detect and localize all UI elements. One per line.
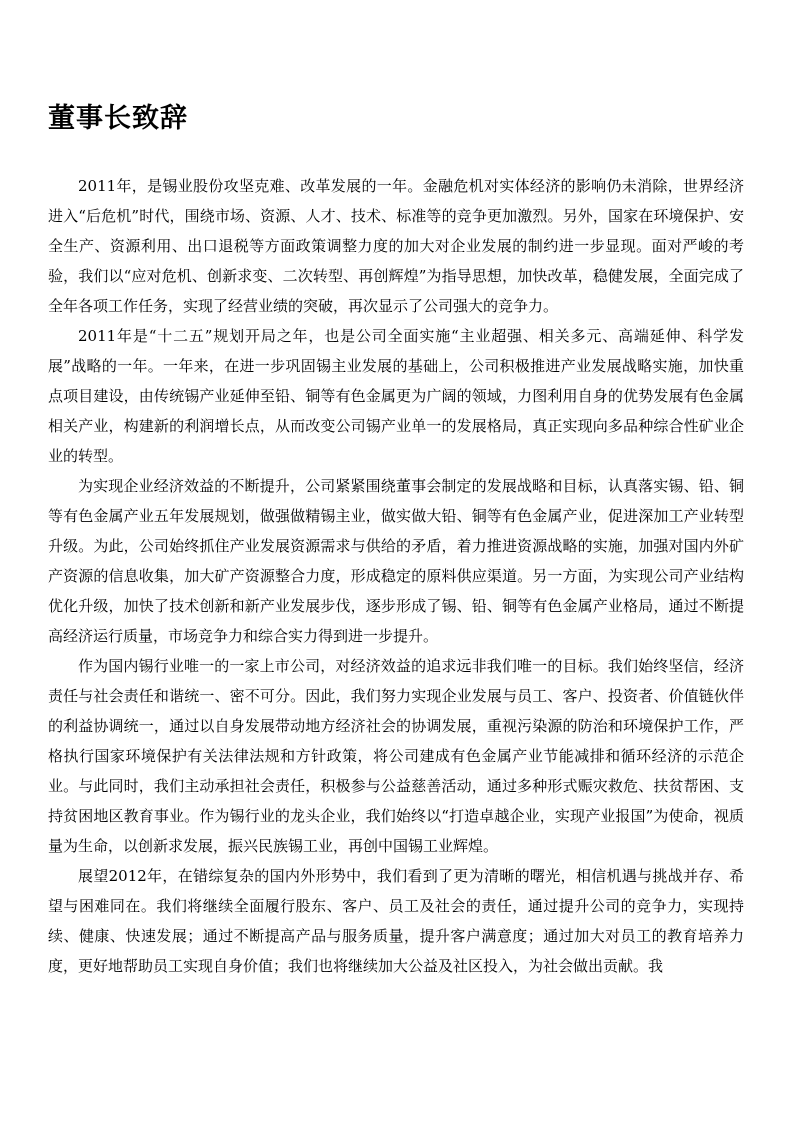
paragraph-4: 作为国内锡行业唯一的一家上市公司，对经济效益的追求远非我们唯一的目标。我们始终坚信，经济责任与社会责任和谐统一、密不可分。因此，我们努力实现企业发展与员工、客户、投资者、价值链伙伴的利益协调统一，通过以自身发展带动地方经济社会的协调发展，重视污染源的防治和环境保护工作，严格执行国家环境保护有关法律法规和方针政策，将公司建成有色金属产业节能减排和循环经济的示范企业。与此同时，我们主动承担社会责任，积极参与公益慈善活动，通过多种形式赈灾救危、扶贫帮困、支持贫困地区教育事业。作为锡行业的龙头企业，我们始终以“打造卓越企业，实现产业报国”为使命，视质量为生命，以创新求发展，振兴民族锡工业，再创中国锡工业辉煌。 [48,657,744,855]
paragraph-5: 展望2012年，在错综复杂的国内外形势中，我们看到了更为清晰的曙光，相信机遇与挑战并存、希望与困难同在。我们将继续全面履行股东、客户、员工及社会的责任，通过提升公司的竞争力，实现持续、健康、快速发展；通过不断提高产品与服务质量，提升客户满意度；通过加大对员工的教育培养力度，更好地帮助员工实现自身价值；我们也将继续加大公益及社区投入，为社会做出贡献。我 [48,867,744,975]
page-title: 董事长致辞 [48,103,188,134]
paragraph-3: 为实现企业经济效益的不断提升，公司紧紧围绕董事会制定的发展战略和目标，认真落实锡、铅、铜等有色金属产业五年发展规划，做强做精锡主业，做实做大铅、铜等有色金属产业，促进深加工产业转型升级。为此，公司始终抓住产业发展资源需求与供给的矛盾，着力推进资源战略的实施，加强对国内外矿产资源的信息收集，加大矿产资源整合力度，形成稳定的原料供应渠道。另一方面，为实现公司产业结构优化升级，加快了技术创新和新产业发展步伐，逐步形成了锡、铅、铜等有色金属产业格局，通过不断提高经济运行质量，市场竞争力和综合实力得到进一步提升。 [48,477,744,645]
paragraph-2: 2011年是“十二五”规划开局之年，也是公司全面实施“主业超强、相关多元、高端延伸、科学发展”战略的一年。一年来，在进一步巩固锡主业发展的基础上，公司积极推进产业发展战略实施，加快重点项目建设，由传统锡产业延伸至铅、铜等有色金属更为广阔的领域，力图利用自身的优势发展有色金属相关产业，构建新的利润增长点，从而改变公司锡产业单一的发展格局，真正实现向多品种综合性矿业企业的转型。 [48,327,744,465]
paragraph-1: 2011年，是锡业股份攻坚克难、改革发展的一年。金融危机对实体经济的影响仍未消除，世界经济进入“后危机”时代，围绕市场、资源、人才、技术、标准等的竞争更加激烈。另外，国家在环境保护、安全生产、资源利用、出口退税等方面政策调整力度的加大对企业发展的制约进一步显现。面对严峻的考验，我们以“应对危机、创新求变、二次转型、再创辉煌”为指导思想，加快改革，稳健发展，全面完成了全年各项工作任务，实现了经营业绩的突破，再次显示了公司强大的竞争力。 [48,177,744,315]
document-body [48,171,744,981]
